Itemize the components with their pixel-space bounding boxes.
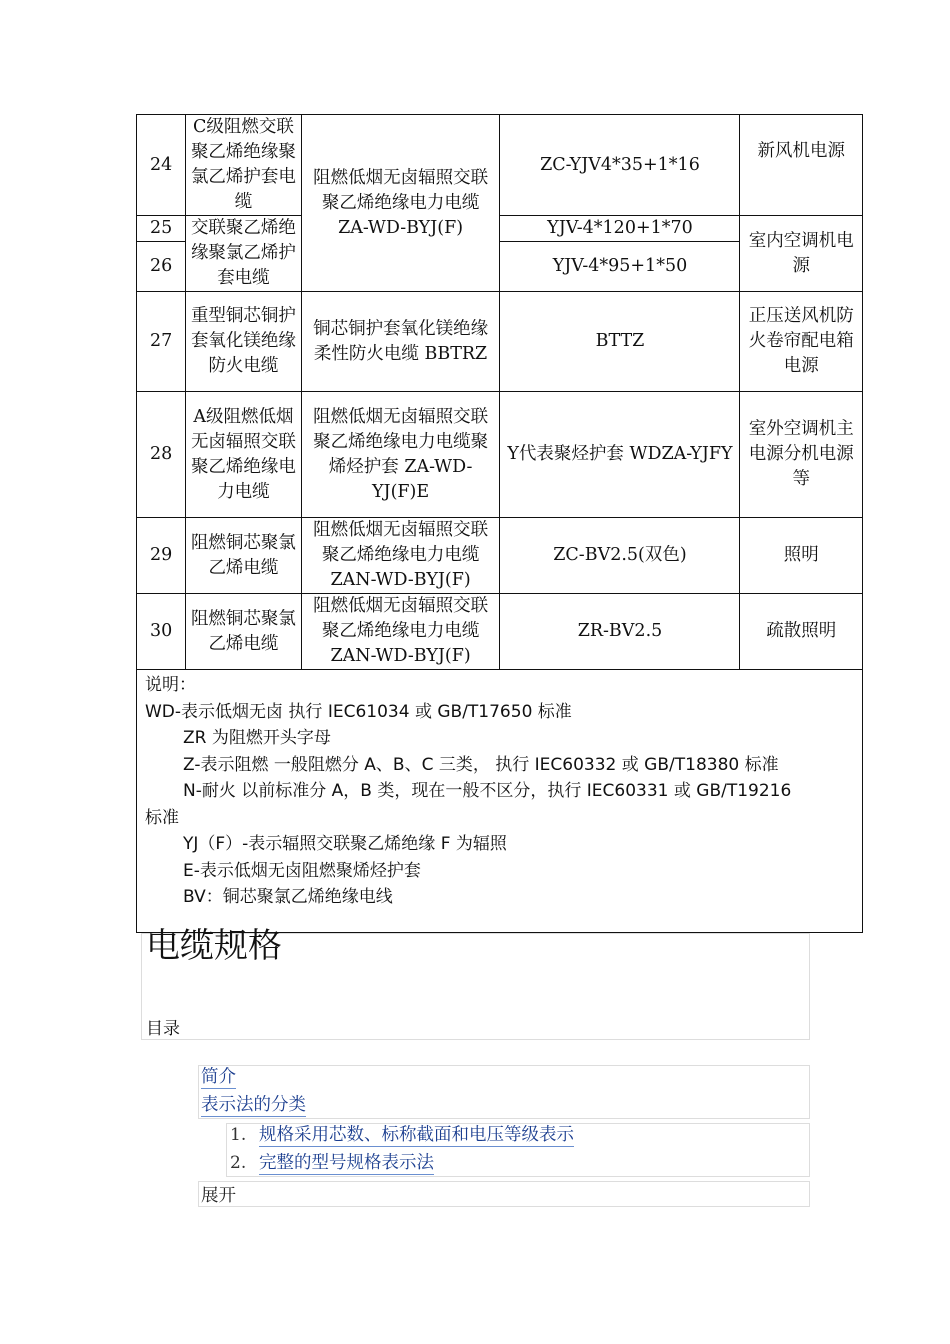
note-line: N-耐火 以前标准分 A，B 类，现在一般不区分，执行 IEC60331 或 GB/T19216: [183, 781, 792, 801]
page-title: 电缆规格: [146, 926, 282, 966]
table-row: [137, 216, 863, 242]
table-row: [137, 518, 863, 594]
table-row: [137, 392, 863, 518]
cable-name: 阻燃低烟无卤辐照交联聚乙烯绝缘电力电缆 ZA-WD-BYJ(F): [301, 115, 500, 292]
note-line: Z-表示阻燃 一般阻燃分 A、B、C 三类， 执行 IEC60332 或 GB/T18380 标准: [183, 754, 779, 775]
note-line: 标准: [145, 807, 179, 828]
toc-link-sub-1[interactable]: 规格采用芯数、标称截面和电压等级表示: [259, 1125, 574, 1145]
notes-cell: [137, 670, 863, 933]
notes-heading: 说明：: [145, 675, 196, 695]
expand-button[interactable]: 展开: [201, 1186, 236, 1206]
cable-type: A级阻燃低烟无卤辐照交联聚乙烯绝缘电力电缆: [186, 392, 301, 518]
cable-model: ZR-BV2.5: [500, 594, 740, 670]
cable-name: 阻燃低烟无卤辐照交联聚乙烯绝缘电力电缆聚烯烃护套 ZA-WD-YJ(F)E: [301, 392, 500, 518]
note-line: YJ（F）-表示辐照交联聚乙烯绝缘 F 为辐照: [183, 834, 507, 854]
cable-model: YJV-4*120+1*70: [500, 216, 740, 242]
row-number: 24: [137, 115, 186, 216]
row-number: 29: [137, 518, 186, 594]
row-number: 27: [137, 292, 186, 392]
row-number: 30: [137, 594, 186, 670]
toc-sub-number: 2.: [230, 1153, 247, 1173]
table-row: [137, 292, 863, 392]
cable-usage: 室外空调机主电源分机电源等: [740, 392, 863, 518]
toc-label: 目录: [146, 1019, 180, 1039]
cable-type: 阻燃铜芯聚氯乙烯电缆: [186, 518, 301, 594]
cable-usage: 室内空调机电源: [740, 216, 863, 292]
toc-link-sub-2[interactable]: 完整的型号规格表示法: [259, 1153, 434, 1173]
row-number: 28: [137, 392, 186, 518]
row-number: 26: [137, 242, 186, 292]
cable-usage: 照明: [740, 518, 863, 594]
cable-usage: 疏散照明: [740, 594, 863, 670]
note-line: BV：铜芯聚氯乙烯绝缘电线: [183, 887, 393, 907]
cable-type: C级阻燃交联聚乙烯绝缘聚氯乙烯护套电缆: [186, 115, 301, 216]
expand-box: [198, 1181, 810, 1207]
cable-type: 重型铜芯铜护套氧化镁绝缘防火电缆: [186, 292, 301, 392]
cable-usage: 新风机电源: [740, 115, 863, 216]
cable-model: ZC-YJV4*35+1*16: [500, 115, 740, 216]
cable-name: 阻燃低烟无卤辐照交联聚乙烯绝缘电力电缆 ZAN-WD-BYJ(F): [301, 594, 500, 670]
cable-model: ZC-BV2.5(双色): [500, 518, 740, 594]
cable-type: 阻燃铜芯聚氯乙烯电缆: [186, 594, 301, 670]
note-line: WD-表示低烟无卤 执行 IEC61034 或 GB/T17650 标准: [145, 701, 572, 722]
toc-link-classification[interactable]: 表示法的分类: [201, 1095, 306, 1115]
cable-model: BTTZ: [500, 292, 740, 392]
row-number: 25: [137, 216, 186, 242]
toc-sub-number: 1.: [230, 1125, 247, 1145]
table-row: [137, 115, 863, 216]
cable-name: 铜芯铜护套氧化镁绝缘柔性防火电缆 BBTRZ: [301, 292, 500, 392]
cable-usage: 正压送风机防火卷帘配电箱电源: [740, 292, 863, 392]
cable-type: 交联聚乙烯绝缘聚氯乙烯护套电缆: [186, 216, 301, 292]
note-line: E-表示低烟无卤阻燃聚烯烃护套: [183, 860, 421, 881]
cable-model: Y代表聚烃护套 WDZA-YJFY: [500, 392, 740, 518]
table-row: [137, 594, 863, 670]
note-line: ZR 为阻燃开头字母: [183, 728, 331, 748]
notes-row: [137, 670, 863, 933]
toc-link-intro[interactable]: 简介: [201, 1067, 236, 1087]
cable-name: 阻燃低烟无卤辐照交联聚乙烯绝缘电力电缆 ZAN-WD-BYJ(F): [301, 518, 500, 594]
cable-spec-table: [136, 114, 863, 933]
cable-model: YJV-4*95+1*50: [500, 242, 740, 292]
